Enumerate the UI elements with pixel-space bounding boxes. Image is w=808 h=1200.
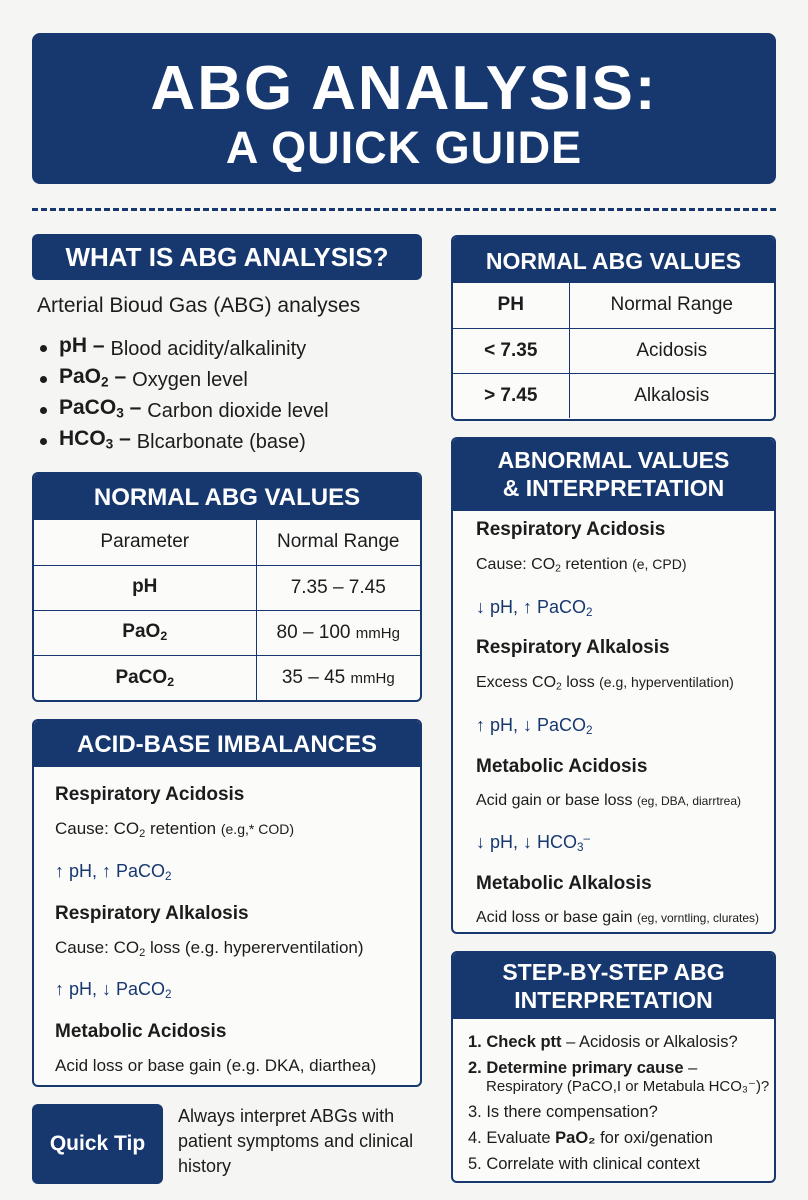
list-item: PaCO$_3$ – Carbon dioxide level	[40, 395, 329, 426]
abnormal-values-heading: ABNORMAL VALUES & INTERPRETATION	[453, 439, 774, 511]
section-signs: ↑ pH, ↓ PaCO$_2$	[476, 714, 593, 737]
acid-base-card	[32, 719, 422, 1087]
table-row	[34, 655, 420, 700]
steps-list	[453, 1019, 774, 1177]
bullet-icon	[40, 438, 47, 445]
table-header-row	[453, 283, 774, 328]
section-cause: Cause: $CO_2$ retention (e, CPD)	[476, 556, 687, 575]
table-cell: pH	[34, 565, 256, 610]
imbalance-section	[34, 894, 420, 1013]
list-item: 1. Check ptt – Acidosis or Alkalosis?	[468, 1033, 738, 1051]
abnormal-values-card	[451, 437, 776, 934]
quick-tip-badge: Quick Tip	[32, 1104, 163, 1184]
section-title: Respiratory Alkalosis	[476, 637, 670, 659]
section-title: Respiratory Acidosis	[476, 519, 666, 540]
list-item: PaO$_2$ – Oxygen level	[40, 364, 329, 395]
normal-values-table-card	[32, 472, 422, 702]
section-title: Respiratory Acidosis	[55, 784, 245, 805]
step-by-step-card	[451, 951, 776, 1183]
step-by-step-heading: STEP-BY-STEP ABG INTERPRETATION	[453, 953, 774, 1019]
what-is-abg-intro: Arterial Bioud Gas (ABG) analyses	[37, 294, 361, 317]
table-row	[34, 610, 420, 655]
column-header: Normal Range	[610, 294, 733, 316]
section-title: Metabolic Acidosis	[55, 1021, 227, 1043]
table-cell: < 7.35	[453, 328, 569, 373]
imbalance-section	[34, 1012, 420, 1087]
list-item: Respiratory (PaCO,I or Metabula HCO₃⁻)?	[486, 1078, 770, 1095]
table-cell: 35 – 45 mmHg	[256, 655, 420, 700]
normal-values-heading: NORMAL ABG VALUES	[34, 474, 420, 520]
section-cause: Cause: $CO_2$ loss (e.g. hypererventilation)	[55, 937, 364, 959]
ph-range-table	[453, 283, 774, 418]
table-cell: > 7.45	[453, 373, 569, 418]
section-title: Metabolic Alkalosis	[476, 873, 652, 895]
list-item: pH – Blood acidity/alkalinity	[40, 333, 329, 364]
what-is-abg-heading: WHAT IS ABG ANALYSIS?	[32, 234, 422, 280]
column-header: PH	[453, 283, 569, 328]
acid-base-heading: ACID-BASE IMBALANCES	[34, 721, 420, 767]
table-header-row	[34, 520, 420, 565]
section-cause: Acid loss or base gain (eg, vorntling, clurates)	[476, 909, 760, 927]
table-row	[453, 328, 774, 373]
column-header: Normal Range	[277, 531, 400, 553]
table-row	[453, 373, 774, 418]
list-item: 2. Determine primary cause –	[468, 1059, 698, 1077]
table-cell: 7.35 – 7.45	[256, 565, 420, 610]
list-item: $HCO_3$ – Blcarbonate (base)	[40, 426, 329, 457]
ph-range-table-card	[451, 235, 776, 421]
abg-components-list	[40, 333, 329, 457]
section-signs: ↓ pH, ↓ $HCO_3^-$	[476, 832, 591, 855]
table-cell: 80 – 100 mmHg	[256, 610, 420, 655]
section-title: Respiratory Alkalosis	[55, 902, 249, 924]
table-cell: Alkalosis	[569, 373, 774, 418]
title-line-1: ABG ANALYSIS:	[150, 54, 658, 123]
bullet-icon	[40, 376, 47, 383]
imbalance-section	[34, 767, 420, 894]
abnormal-section	[453, 629, 774, 747]
section-signs: ↓ pH, ↑ PaCO$_2$	[476, 596, 593, 619]
section-cause: Excess $CO_2$ loss (e.g, hyperventilation)	[476, 674, 734, 693]
abnormal-section	[453, 511, 774, 629]
column-header: Parameter	[34, 520, 256, 565]
title-banner	[32, 33, 776, 184]
dashed-divider	[32, 208, 776, 211]
section-cause: Acid loss or base gain (e.g. DKA, diarthea)	[55, 1056, 377, 1076]
bullet-icon	[40, 407, 47, 414]
table-cell: Acidosis	[569, 328, 774, 373]
table-cell: PaCO$_2$	[34, 655, 256, 700]
section-signs: ↑ pH, ↑ PaCO$_2$	[55, 860, 172, 883]
title-line-2: A QUICK GUIDE	[225, 122, 583, 173]
table-row	[34, 565, 420, 610]
section-cause: Acid gain or base loss (eg, DBA, diarrtrea)	[476, 791, 742, 809]
section-title: Metabolic Acidosis	[476, 755, 648, 777]
abnormal-section	[453, 865, 774, 934]
abnormal-section	[453, 748, 774, 865]
section-signs: ↑ pH, ↓ PaCO$_2$	[55, 979, 172, 1002]
table-cell: PaO$_2$	[34, 610, 256, 655]
list-item: 3. Is there compensation?	[468, 1103, 658, 1121]
quick-tip-text: Always interpret ABGs with patient symptoms and clinical history	[178, 1106, 414, 1176]
list-item: 5. Correlate with clinical context	[468, 1155, 701, 1173]
normal-values-table	[34, 520, 420, 700]
ph-range-heading: NORMAL ABG VALUES	[453, 237, 774, 283]
list-item: 4. Evaluate PaO₂ for oxi/genation	[468, 1129, 713, 1147]
section-cause: Cause: $CO_2$ retention (e.g,* COD)	[55, 819, 294, 840]
bullet-icon	[40, 345, 47, 352]
